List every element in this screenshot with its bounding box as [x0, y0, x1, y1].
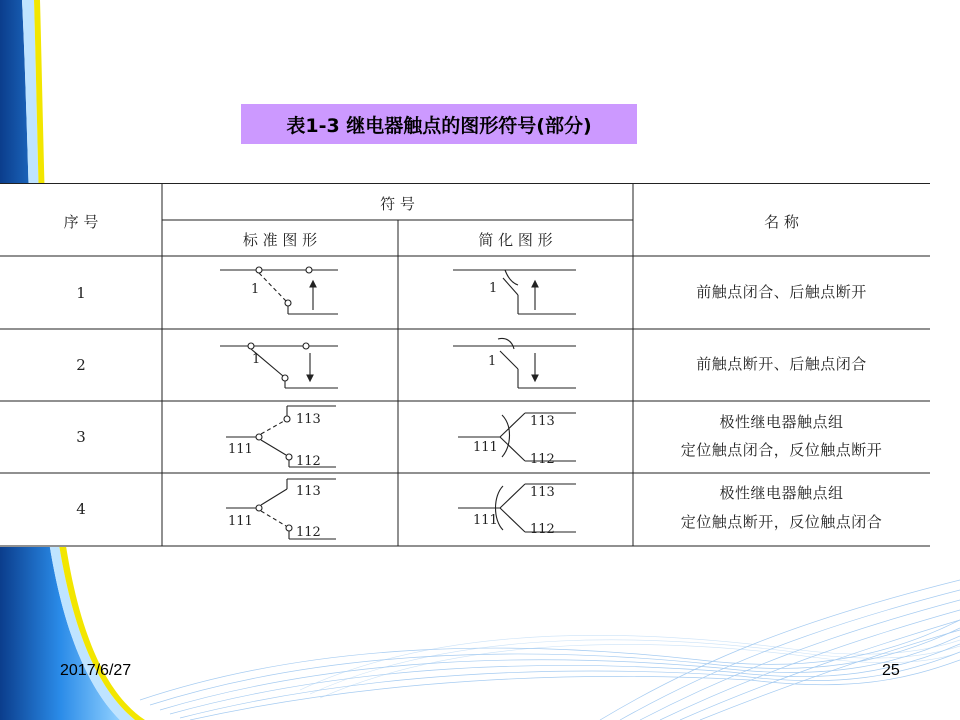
row1-simplified-label: 1 — [489, 281, 498, 296]
row4-name-line1: 极性继电器触点组 — [719, 484, 844, 502]
row3-simplified-label-112: 112 — [530, 452, 555, 467]
page-number: 25 — [882, 662, 900, 679]
row2-index: 2 — [76, 356, 86, 374]
row4-standard-label-113: 113 — [296, 484, 321, 499]
header-simplified: 简 化 图 形 — [478, 231, 553, 249]
row4-index: 4 — [76, 500, 86, 518]
row3-standard-label-111: 111 — [228, 442, 253, 457]
row1-index: 1 — [76, 284, 86, 302]
header-name: 名 称 — [764, 213, 799, 231]
header-index: 序 号 — [63, 213, 99, 231]
relay-contact-symbol-table — [0, 183, 930, 547]
row4-simplified-label-112: 112 — [530, 522, 555, 537]
row4-name-line2: 定位触点断开，反位触点闭合 — [680, 513, 883, 531]
row2-standard-label: 1 — [252, 352, 261, 367]
row1-simplified-symbol — [453, 270, 576, 314]
row3-standard-label-112: 112 — [296, 454, 321, 469]
row3-name-line2: 定位触点闭合，反位触点断开 — [680, 441, 883, 459]
row3-standard-label-113: 113 — [296, 412, 321, 427]
row2-name: 前触点断开、后触点闭合 — [696, 355, 867, 373]
table-title: 表1-3 继电器触点的图形符号(部分) — [241, 104, 637, 144]
row3-index: 3 — [76, 428, 86, 446]
row3-simplified-label-113: 113 — [530, 414, 555, 429]
header-symbol: 符 号 — [380, 195, 415, 213]
row2-simplified-label: 1 — [488, 354, 497, 369]
row2-standard-symbol — [220, 343, 338, 388]
footer-date: 2017/6/27 — [60, 662, 132, 679]
row2-simplified-symbol — [453, 338, 576, 388]
header-standard: 标 准 图 形 — [242, 231, 318, 249]
row3-name-line1: 极性继电器触点组 — [719, 413, 844, 431]
row1-standard-label: 1 — [251, 282, 260, 297]
row1-name: 前触点闭合、后触点断开 — [696, 283, 867, 301]
row3-simplified-label-111: 111 — [473, 440, 498, 455]
row4-simplified-label-111: 111 — [473, 513, 498, 528]
row1-standard-symbol — [220, 267, 338, 314]
row4-standard-label-111: 111 — [228, 514, 253, 529]
bottom-wave-lines — [140, 580, 960, 720]
row4-simplified-label-113: 113 — [530, 485, 555, 500]
row4-standard-label-112: 112 — [296, 525, 321, 540]
